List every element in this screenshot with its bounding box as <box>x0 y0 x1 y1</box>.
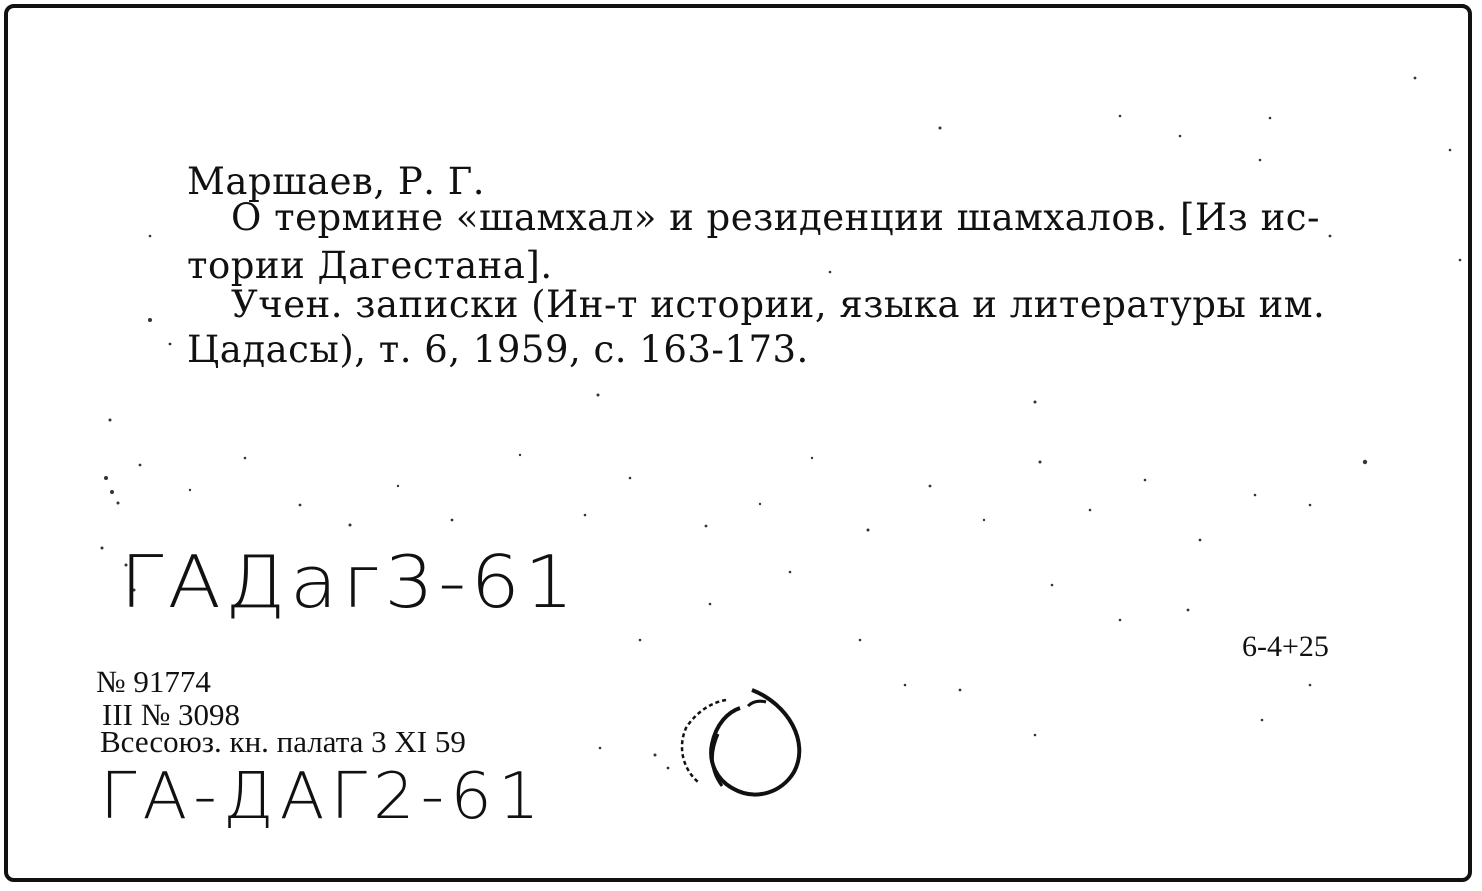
register-number: III № 3098 <box>102 697 241 732</box>
print-code: 6-4+25 <box>1242 630 1329 663</box>
handwritten-shelfmark-2: ГА-ДАГ2-61 <box>100 760 546 834</box>
card-source-line-1: Учен. записки (Ин-т истории, языка и литературы им. <box>231 283 1326 326</box>
card-title-line-2: тории Дагестана]. <box>187 244 553 287</box>
chamber-stamp: Всесоюз. кн. палата 3 XI 59 <box>100 724 466 759</box>
card-source-line-2: Цадасы), т. 6, 1959, с. 163-173. <box>187 328 809 371</box>
hole-punch-mark <box>660 684 810 806</box>
card-title-line-1: О термине «шамхал» и резиденции шамхалов. [Из ис- <box>231 196 1320 239</box>
card-author: Маршаев, Р. Г. <box>187 160 486 203</box>
handwritten-shelfmark-1: ГАДаг3-61 <box>120 540 579 624</box>
record-number: № 91774 <box>96 664 211 699</box>
